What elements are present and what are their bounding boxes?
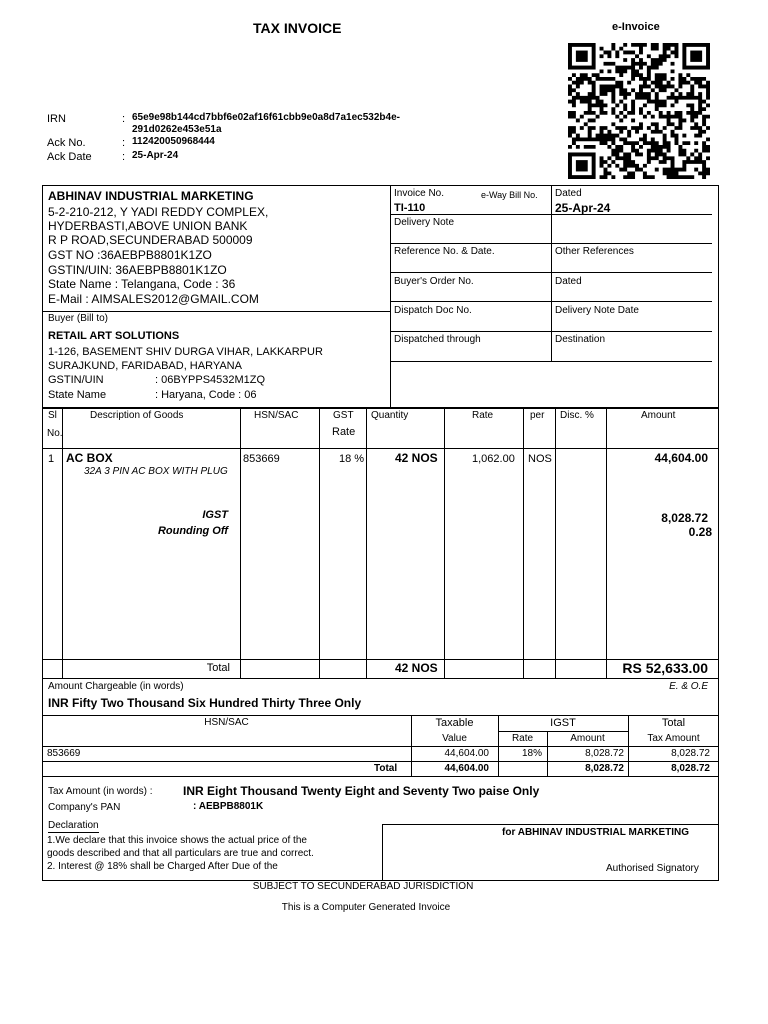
tax-col-total: Total — [661, 717, 686, 729]
seller-gstin: GSTIN/UIN: 36AEBPB8801K1ZO — [48, 263, 227, 277]
buyer-address: 1-126, BASEMENT SHIV DURGA VIHAR, LAKKARPUR — [48, 346, 323, 358]
jurisdiction-note: SUBJECT TO SECUNDERABAD JURISDICTION — [252, 881, 474, 892]
divider — [390, 243, 712, 244]
ack-date-label: Ack Date — [47, 151, 92, 163]
irn-line2: 291d0262e453e51a — [132, 124, 222, 135]
divider — [382, 824, 718, 825]
col-quantity: Quantity — [371, 410, 409, 421]
divider — [718, 777, 719, 880]
col-per: per — [530, 410, 545, 421]
divider — [551, 185, 552, 362]
seller-name: ABHINAV INDUSTRIAL MARKETING — [48, 189, 254, 203]
ack-date: 25-Apr-24 — [132, 150, 179, 161]
tax-row-rate: 18% — [521, 748, 542, 759]
divider — [366, 408, 367, 679]
total-qty: 42 NOS — [395, 661, 438, 675]
tax-col-value: Value — [442, 733, 467, 744]
company-pan: : AEBPB8801K — [193, 801, 264, 812]
declaration-text: goods described and that all particulars are true and correct. — [47, 848, 314, 859]
ack-no: 112420050968444 — [132, 136, 215, 147]
item-per: NOS — [528, 453, 552, 465]
amount-in-words: INR Fifty Two Thousand Six Hundred Thirty Three Only — [48, 696, 362, 710]
col-description: Description of Goods — [90, 410, 184, 421]
destination-label: Destination — [555, 334, 606, 345]
other-references-label: Other References — [555, 246, 634, 257]
declaration-text: 1.We declare that this invoice shows the actual price of the — [47, 835, 307, 846]
seller-address: R P ROAD,SECUNDERABAD 500009 — [48, 233, 253, 247]
invoice-no-label: Invoice No. — [394, 188, 445, 199]
ack-date-colon: : — [122, 151, 126, 163]
col-no: No. — [47, 428, 63, 439]
rounding-label: Rounding Off — [157, 525, 228, 537]
item-description: 32A 3 PIN AC BOX WITH PLUG — [84, 466, 228, 477]
divider — [42, 311, 390, 312]
total-label: Total — [206, 662, 230, 674]
computer-generated-note: This is a Computer Generated Invoice — [281, 902, 451, 913]
tax-row-hsn: 853669 — [47, 748, 81, 759]
item-qty: 42 NOS — [395, 451, 438, 465]
tax-total-label: Total — [374, 763, 398, 774]
qr-code-icon — [568, 43, 710, 179]
col-gst: GST — [333, 410, 354, 421]
declaration-text: 2. Interest @ 18% shall be Charged After Due of the — [47, 861, 278, 872]
irn-colon: : — [122, 113, 126, 125]
divider — [444, 408, 445, 679]
divider — [718, 679, 719, 715]
tax-col-tax-amount: Tax Amount — [647, 733, 700, 744]
buyer-gstin: : 06BYPPS4532M1ZQ — [155, 374, 266, 386]
tax-col-igst: IGST — [550, 717, 576, 729]
tax-col-amount: Amount — [570, 733, 605, 744]
tax-row-taxable: 44,604.00 — [444, 748, 489, 759]
tax-row-amount: 8,028.72 — [585, 748, 624, 759]
tax-row-total: 8,028.72 — [671, 748, 710, 759]
delivery-note-label: Delivery Note — [394, 217, 455, 228]
divider — [390, 361, 712, 362]
buyers-order-label: Buyer's Order No. — [394, 276, 474, 287]
page-title: TAX INVOICE — [253, 20, 342, 36]
col-gst-rate: Rate — [332, 426, 356, 438]
declaration-label: Declaration — [48, 820, 99, 831]
divider — [498, 731, 628, 732]
igst-amount: 8,028.72 — [661, 511, 708, 525]
divider — [42, 761, 719, 762]
invoice-no: TI-110 — [394, 202, 426, 214]
divider — [42, 777, 43, 880]
tax-words-label: Tax Amount (in words) : — [48, 786, 153, 797]
igst-label: IGST — [202, 509, 228, 521]
amount-words-label: Amount Chargeable (in words) — [48, 681, 184, 692]
eway-bill-label: e-Way Bill No. — [481, 190, 538, 200]
divider — [523, 408, 524, 679]
buyer-name: RETAIL ART SOLUTIONS — [48, 330, 180, 342]
seller-email: E-Mail : AIMSALES2012@GMAIL.COM — [48, 292, 259, 306]
tax-col-rate: Rate — [511, 733, 534, 744]
rounding-amount: 0.28 — [688, 525, 712, 539]
tax-total-total: 8,028.72 — [671, 763, 710, 774]
col-disc: Disc. % — [560, 410, 594, 421]
divider — [42, 679, 43, 715]
for-company: for ABHINAV INDUSTRIAL MARKETING — [502, 827, 690, 838]
divider — [555, 408, 556, 679]
divider — [606, 408, 607, 679]
buyer-state-label: State Name — [48, 389, 107, 401]
divider — [42, 448, 719, 449]
buyer-address: SURAJKUND, FARIDABAD, HARYANA — [48, 360, 242, 372]
total-amount: RS 52,633.00 — [622, 660, 708, 676]
tax-amount-in-words: INR Eight Thousand Twenty Eight and Seventy Two paise Only — [183, 784, 540, 798]
tax-col-hsn: HSN/SAC — [204, 717, 249, 728]
buyer-label: Buyer (Bill to) — [48, 313, 109, 324]
col-rate: Rate — [472, 410, 494, 421]
col-hsn: HSN/SAC — [254, 410, 299, 421]
item-sl: 1 — [48, 453, 55, 465]
ack-no-label: Ack No. — [47, 137, 86, 149]
divider — [319, 408, 320, 679]
divider — [390, 331, 712, 332]
seller-state: State Name : Telangana, Code : 36 — [48, 277, 236, 291]
divider — [390, 185, 391, 408]
tax-col-taxable: Taxable — [435, 717, 474, 729]
buyer-gstin-label: GSTIN/UIN — [48, 374, 104, 386]
reference-label: Reference No. & Date. — [394, 246, 495, 257]
divider — [390, 272, 712, 273]
einvoice-label: e-Invoice — [612, 21, 660, 33]
col-sl: Sl — [48, 410, 57, 421]
eoe-label: E. & O.E — [669, 681, 708, 692]
dispatched-through-label: Dispatched through — [394, 334, 481, 345]
delivery-note-date-label: Delivery Note Date — [555, 305, 639, 316]
divider — [42, 746, 719, 747]
seller-address: 5-2-210-212, Y YADI REDDY COMPLEX, — [48, 205, 269, 219]
col-amount: Amount — [641, 410, 676, 421]
tax-total-taxable: 44,604.00 — [444, 763, 489, 774]
divider — [240, 408, 241, 679]
pan-label: Company's PAN — [48, 802, 121, 813]
item-hsn: 853669 — [243, 453, 280, 465]
irn-label: IRN — [47, 113, 66, 125]
order-dated-label: Dated — [555, 276, 582, 287]
irn-line1: 65e9e98b144cd7bbf6e02af16f61cbb9e0a8d7a1ec532b4e- — [132, 112, 400, 123]
divider — [382, 824, 383, 880]
item-rate: 1,062.00 — [472, 453, 515, 465]
divider — [390, 214, 712, 215]
invoice-date: 25-Apr-24 — [555, 201, 611, 215]
seller-address: HYDERBASTI,ABOVE UNION BANK — [48, 219, 248, 233]
divider — [62, 408, 63, 679]
dispatch-doc-label: Dispatch Doc No. — [394, 305, 472, 316]
item-amount: 44,604.00 — [654, 451, 708, 465]
item-gst: 18 % — [339, 453, 365, 465]
ack-no-colon: : — [122, 137, 126, 149]
item-name: AC BOX — [66, 451, 113, 465]
authorised-signatory: Authorised Signatory — [606, 863, 699, 874]
tax-total-amount: 8,028.72 — [585, 763, 624, 774]
dated-label: Dated — [555, 188, 582, 199]
buyer-state: : Haryana, Code : 06 — [155, 389, 257, 401]
divider — [390, 301, 712, 302]
seller-gst: GST NO :36AEBPB8801K1ZO — [48, 248, 212, 262]
